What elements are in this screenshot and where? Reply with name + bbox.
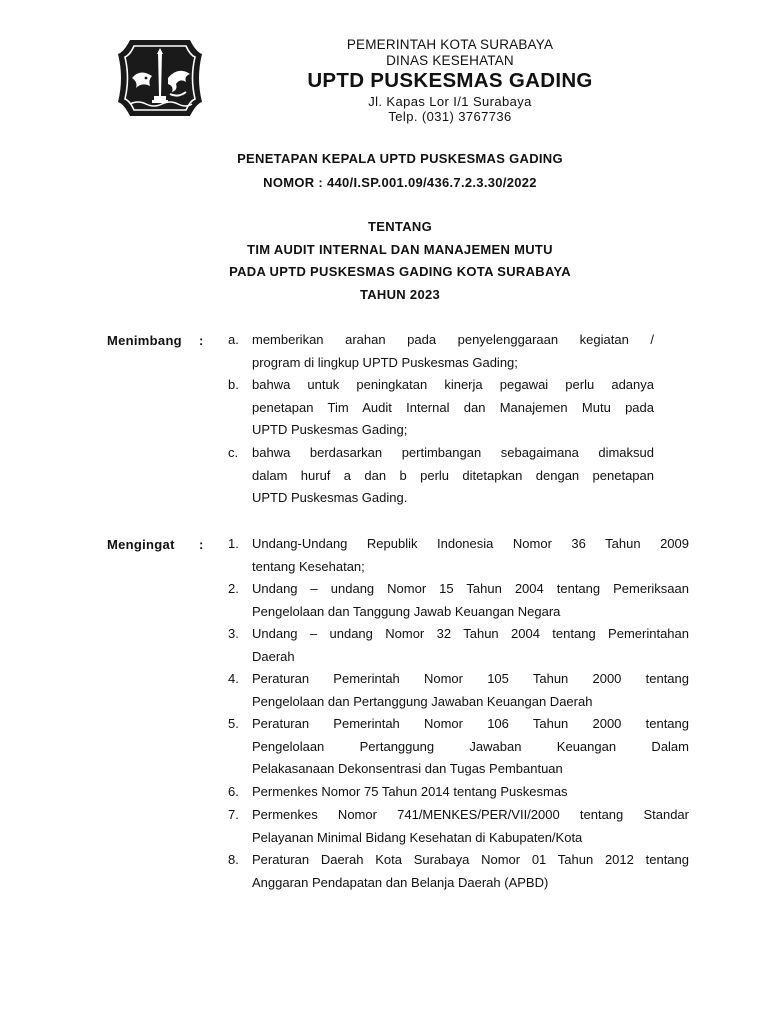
section-colon-menimbang: : (199, 333, 204, 348)
list-item-line: UPTD Puskesmas Gading. (252, 490, 408, 505)
list-item-line: tentang Kesehatan; (252, 558, 365, 574)
list-item-line: bahwa berdasarkan pertimbangan sebagaimana dimaksud (252, 445, 654, 460)
surabaya-emblem-icon (116, 38, 204, 118)
list-item-line: dalam huruf a dan b perlu ditetapkan dengan penetapan (252, 467, 654, 483)
list-marker: b. (228, 377, 239, 392)
government-name: PEMERINTAH KOTA SURABAYA (346, 37, 554, 52)
list-marker: 3. (228, 626, 239, 641)
list-item-line: Pelayanan Minimal Bidang Kesehatan di Kabupaten/Kota (252, 829, 583, 845)
decree-about: TENTANG (368, 219, 432, 234)
decree-year: TAHUN 2023 (359, 287, 441, 302)
list-item-line: Pengelolaan Pertanggung Jawaban Keuangan Dalam (252, 738, 689, 754)
list-marker: 2. (228, 581, 239, 596)
list-item-line: Undang – undang Nomor 15 Tahun 2004 tentang Pemeriksaan (252, 581, 689, 596)
list-marker: a. (228, 332, 239, 347)
phone: Telp. (031) 3767736 (388, 108, 512, 124)
list-item-line: Permenkes Nomor 75 Tahun 2014 tentang Puskesmas (252, 784, 568, 799)
list-item-line: program di lingkup UPTD Puskesmas Gading; (252, 354, 518, 370)
department-name: DINAS KESEHATAN (386, 52, 514, 68)
list-item-line: Pengelolaan dan Tanggung Jawab Keuangan Negara (252, 603, 561, 619)
list-marker: 4. (228, 671, 239, 686)
list-item-line: Peraturan Pemerintah Nomor 105 Tahun 2000 tentang (252, 671, 689, 686)
decree-number: NOMOR : 440/I.SP.001.09/436.7.2.3.30/2022 (263, 175, 537, 190)
list-item-line: Undang-Undang Republik Indonesia Nomor 36 Tahun 2009 (252, 536, 689, 551)
list-item-line: Pelakasanaan Dekonsentrasi dan Tugas Pembantuan (252, 761, 563, 776)
list-item-line: Pengelolaan dan Pertanggung Jawaban Keuangan Daerah (252, 693, 593, 709)
list-item-line: Permenkes Nomor 741/MENKES/PER/VII/2000 tentang Standar (252, 807, 689, 822)
list-marker: 1. (228, 536, 239, 551)
list-marker: c. (228, 445, 239, 460)
decree-heading: PENETAPAN KEPALA UPTD PUSKESMAS GADING (237, 151, 563, 166)
list-item-line: Undang – undang Nomor 32 Tahun 2004 tentang Pemerintahan (252, 626, 689, 641)
list-item-line: penetapan Tim Audit Internal dan Manajemen Mutu pada (252, 399, 654, 415)
list-marker: 8. (228, 852, 239, 867)
section-colon-mengingat: : (199, 537, 204, 552)
list-item-line: Peraturan Daerah Kota Surabaya Nomor 01 Tahun 2012 tentang (252, 852, 689, 867)
section-label-mengingat: Mengingat (107, 537, 175, 552)
list-item-line: bahwa untuk peningkatan kinerja pegawai perlu adanya (252, 377, 654, 392)
list-item-line: Daerah (252, 648, 295, 664)
section-label-menimbang: Menimbang (107, 333, 182, 348)
address: Jl. Kapas Lor I/1 Surabaya (368, 93, 532, 109)
decree-subject-line-1: TIM AUDIT INTERNAL DAN MANAJEMEN MUTU (247, 242, 553, 257)
list-marker: 5. (228, 716, 239, 731)
list-marker: 6. (228, 784, 239, 799)
decree-subject-line-2: PADA UPTD PUSKESMAS GADING KOTA SURABAYA (229, 264, 571, 279)
list-item-line: Anggaran Pendapatan dan Belanja Daerah (APBD) (252, 874, 549, 890)
list-item-line: UPTD Puskesmas Gading; (252, 422, 408, 437)
list-item-line: Peraturan Pemerintah Nomor 106 Tahun 2000 tentang (252, 716, 689, 731)
letterhead (250, 37, 650, 124)
institution-name: UPTD PUSKESMAS GADING (307, 69, 593, 93)
list-item-line: memberikan arahan pada penyelenggaraan kegiatan / (252, 332, 654, 347)
list-marker: 7. (228, 807, 239, 822)
